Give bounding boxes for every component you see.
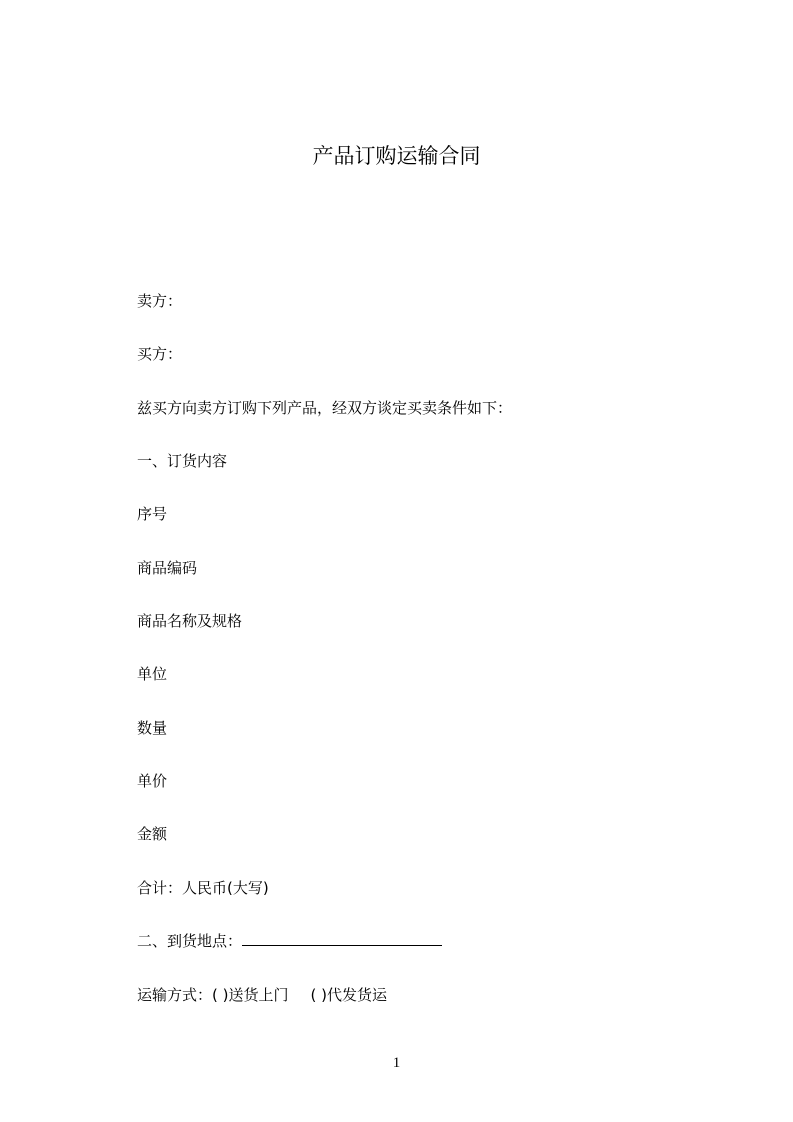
intro-paragraph: 兹买方向卖方订购下列产品，经双方谈定买卖条件如下： <box>137 399 513 417</box>
transport-option-freight-shipping[interactable]: ( )代发货运 <box>310 986 387 1004</box>
delivery-location-label: 二、到货地点： <box>137 932 243 950</box>
field-unit-price: 单价 <box>137 772 168 790</box>
field-serial-no: 序号 <box>137 505 168 523</box>
section-1-heading: 一、订货内容 <box>137 452 228 470</box>
transport-method-label: 运输方式： <box>137 986 213 1004</box>
field-quantity: 数量 <box>137 719 168 737</box>
delivery-location-blank[interactable] <box>242 930 442 946</box>
page-number: 1 <box>392 1055 401 1071</box>
field-product-code: 商品编码 <box>137 559 198 577</box>
seller-label: 卖方： <box>137 292 183 310</box>
total-line: 合计：人民币(大写) <box>137 879 269 897</box>
transport-method-line <box>137 984 387 1006</box>
document-title: 产品订购运输合同 <box>312 144 481 168</box>
field-product-name-spec: 商品名称及规格 <box>137 612 243 630</box>
delivery-location-line <box>137 930 442 952</box>
field-amount: 金额 <box>137 825 168 843</box>
field-unit: 单位 <box>137 665 168 683</box>
buyer-label: 买方： <box>137 345 183 363</box>
transport-option-door-delivery[interactable]: ( )送货上门 <box>212 986 289 1004</box>
